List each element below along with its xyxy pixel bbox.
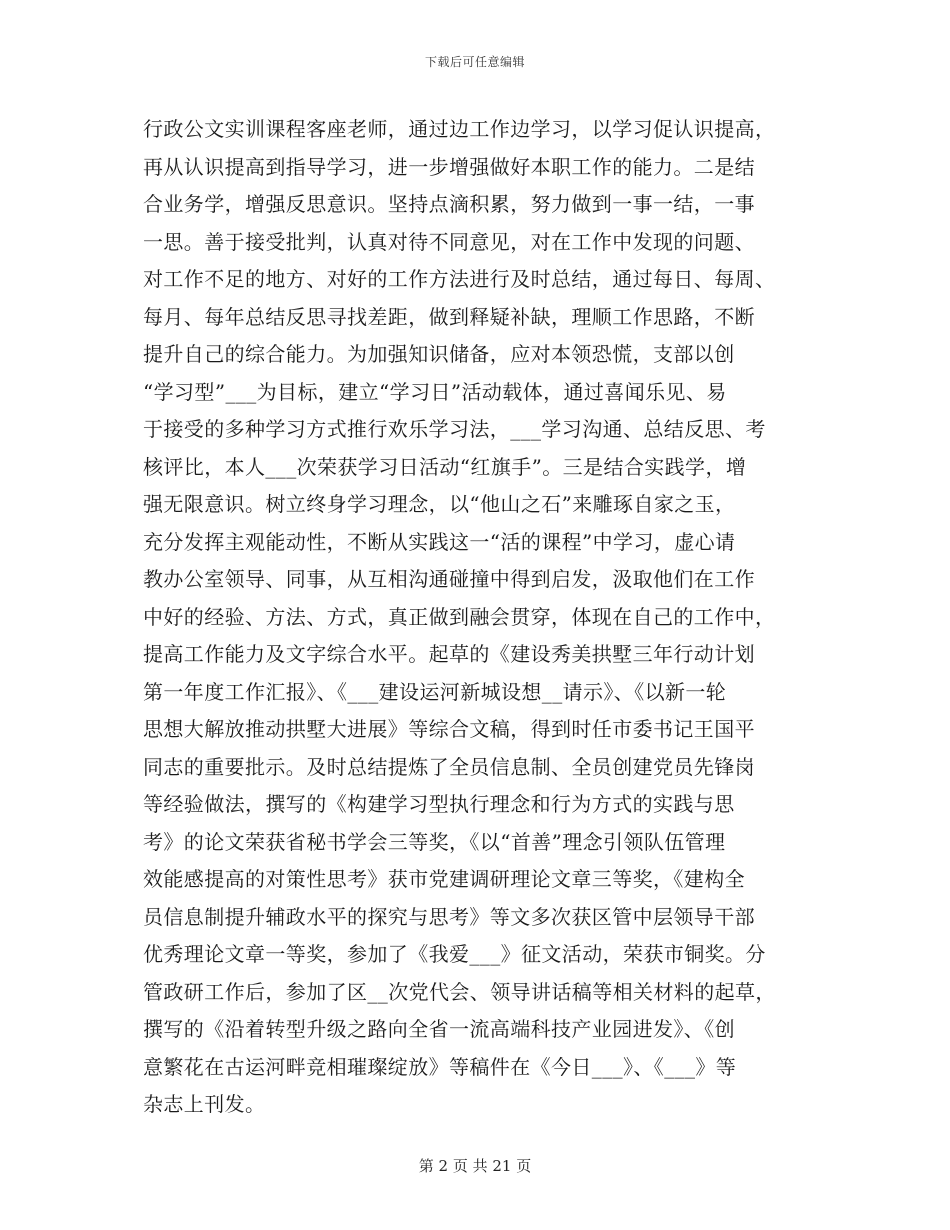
body-line: 充分发挥主观能动性，不断从实践这一“活的课程”中学习，虚心请 xyxy=(143,529,736,554)
page-footer: 第 2 页 共 21 页 xyxy=(418,1157,532,1175)
body-line: 意繁花在古运河畔竞相璀璨绽放》等稿件在《今日___》、《___》等 xyxy=(143,1054,737,1079)
body-line: 强无限意识。树立终身学习理念，以“他山之石”来雕琢自家之玉， xyxy=(143,492,736,516)
body-line: 效能感提高的对策性思考》获市党建调研理论文章三等奖，《建构全 xyxy=(143,867,745,891)
body-line: 一思。善于接受批判，认真对待不同意见，对在工作中发现的问题、 xyxy=(143,229,755,254)
body-line: 核评比，本人___次荣获学习日活动“红旗手”。三是结合实践学，增 xyxy=(143,454,747,479)
body-line: 杂志上刊发。 xyxy=(143,1092,266,1116)
body-line: “学习型”___为目标，建立“学习日”活动载体，通过喜闻乐见、易 xyxy=(143,379,727,404)
body-line: 提高工作能力及文字综合水平。起草的《建设秀美拱墅三年行动计划 xyxy=(143,642,755,666)
body-line: 员信息制提升辅政水平的探究与思考》等文多次获区管中层领导干部 xyxy=(143,904,755,929)
body-line: 教办公室领导、同事，从互相沟通碰撞中得到启发，汲取他们在工作 xyxy=(143,567,755,591)
body-line: 同志的重要批示。及时总结提炼了全员信息制、全员创建党员先锋岗 xyxy=(143,754,755,779)
body-line: 合业务学，增强反思意识。坚持点滴积累，努力做到一事一结，一事 xyxy=(143,192,755,216)
body-line: 思想大解放推动拱墅大进展》等综合文稿，得到时任市委书记王国平 xyxy=(143,717,755,741)
body-line: 第一年度工作汇报》、《___建设运河新城设想__请示》、《以新一轮 xyxy=(143,679,727,704)
body-line: 于接受的多种学习方式推行欢乐学习法，___学习沟通、总结反思、考 xyxy=(143,417,766,441)
body-line: 提升自己的综合能力。为加强知识储备，应对本领恐慌，支部以创 xyxy=(143,342,735,366)
page-header: 下载后可任意编辑 xyxy=(424,55,525,69)
body-line: 再从认识提高到指导学习，进一步增强做好本职工作的能力。二是结 xyxy=(143,154,755,179)
body-line: 撰写的《沿着转型升级之路向全省一流高端科技产业园进发》、《创 xyxy=(143,1017,735,1041)
body-line: 中好的经验、方法、方式，真正做到融会贯穿，体现在自己的工作中， xyxy=(143,604,776,629)
body-line: 行政公文实训课程客座老师，通过边工作边学习，以学习促认识提高， xyxy=(143,117,776,141)
body-line: 对工作不足的地方、对好的工作方法进行及时总结，通过每日、每周、 xyxy=(143,267,776,291)
body-line: 每月、每年总结反思寻找差距，做到释疑补缺，理顺工作思路，不断 xyxy=(143,304,755,329)
document-body xyxy=(143,111,809,1124)
body-line: 管政研工作后，参加了区__次党代会、领导讲话稿等相关材料的起草， xyxy=(143,979,776,1004)
body-line: 等经验做法，撰写的《构建学习型执行理念和行为方式的实践与思 xyxy=(143,792,735,816)
body-line: 考》的论文荣获省秘书学会三等奖，《以“首善”理念引领队伍管理 xyxy=(143,829,726,854)
body-line: 优秀理论文章一等奖，参加了《我爱___》征文活动，荣获市铜奖。分 xyxy=(143,942,766,966)
